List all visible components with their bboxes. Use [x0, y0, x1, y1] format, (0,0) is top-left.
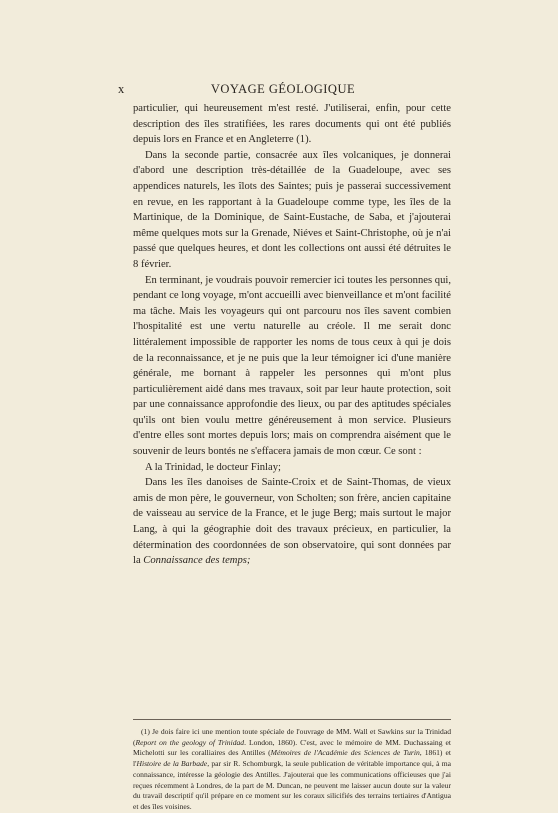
paragraph-3: En terminant, je voudrais pouvoir remercier ici toutes les personnes qui, pendant ce long voyage, m'ont accueilli avec bienveillance et m'ont facilité ma tâche. Mais les voyageurs qui ont parcouru nos îles savent combien l'hospitalité est une vertu naturelle au créole. Il me serait donc littéralement impossible de rapporter les noms de tous ceux à qui je dois de la reconnaissance, et je ne puis que la leur témoigner ici d'une manière générale, me bornant à rappeler les personnes qui m'ont plus particulièrement aidé dans mes travaux, soit par leur haute protection, soit par une connaissance approfondie des lieux, ou par des aptitudes spéciales qu'ils ont bien voulu mettre généreusement à mon service. Plusieurs d'entre elles sont mortes depuis lors; mais on comprendra aisément que le souvenir de leurs bontés ne s'effacera jamais de mon cœur. Ce sont : [133, 274, 451, 458]
running-title: VOYAGE GÉOLOGIQUE [210, 82, 356, 96]
paragraph-4: A la Trinidad, le docteur Finlay; [145, 461, 281, 473]
footnote-italic-b: Mémoires de l'Académie des Sciences de Turin [270, 748, 420, 758]
page-number: x [118, 82, 125, 96]
footnote-text-b: . London, 1860). C'est, avec le mémoire de MM. Duchassaing et Michelotti sur les coralliaires des Antilles ( [133, 737, 451, 758]
main-text [133, 101, 451, 569]
footnote-divider [133, 719, 451, 720]
footnote-italic-c: Histoire de la Barbade [136, 759, 208, 769]
footnote-text-a: (1) Je dois faire ici une mention toute spéciale de l'ouvrage de MM. Wall et Sawkins sur la Trinidad ( [133, 727, 451, 747]
paragraph-2: Dans la seconde partie, consacrée aux îles volcaniques, je donnerai d'abord une description très-détaillée de la Guadeloupe, avec ses appendices naturels, les îlots des Saintes; puis je passerai successivement en revue, en les rapportant à la Guadeloupe comme type, les îles de la Martinique, de la Dominique, de Saint-Eustache, de Saba, et j'ajouterai même quelques mots sur la Grenade, Niéves et Saint-Christophe, où je n'ai passé que quelques heures, et dont les collections ont aussi été détruites le 8 février. [133, 149, 451, 270]
footnote-text-d: , par sir R. Schomburgk, la seule publication de véritable importance qui, à ma connaissance, intéresse la géologie des Antilles. J'ajouterai que les communications officieuses que j'ai reçues récemment à Londres, de la part de M. Duncan, ne peuvent me laisser aucun doute sur la valeur du travail descriptif qu'il prépare en ce moment sur les coraux silicifiés des terrains tertiaires d'Antigua et des îles voisines. [133, 759, 452, 811]
paragraph-5-text: Dans les îles danoises de Sainte-Croix et de Saint-Thomas, de vieux amis de mon père, le gouverneur, von Scholten; son frère, ancien capitaine de vaisseau au service de la France, et le juge Berg; mais surtout le major Lang, à qui la géographie doit des travaux précieux, en particulier, la détermination des coordonnées de son observatoire, qui sont données par la [133, 477, 451, 567]
paragraph-5 [133, 475, 451, 569]
footnote-italic-a: Report on the geology of Trinidad [135, 737, 245, 747]
footnote-text-c: , 1861) et l' [133, 748, 451, 769]
paragraph-1: particulier, qui heureusement m'est resté. J'utiliserai, enfin, pour cette description des îles stratifiées, les rares documents qui ont été publiés depuis lors en France et en Angleterre (1). [133, 103, 451, 146]
paragraph-5-end: ; [246, 555, 251, 567]
paragraph-5-italic: Connaissance des temps [143, 555, 247, 567]
